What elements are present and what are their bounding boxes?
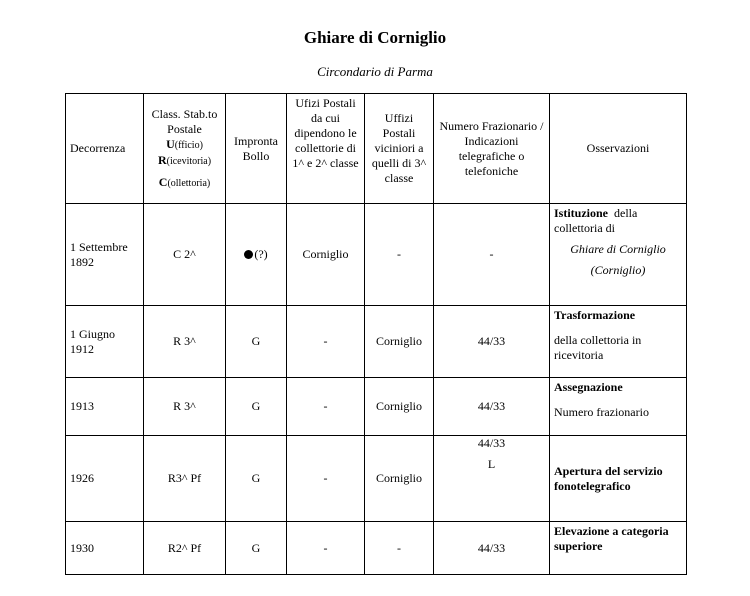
header-uffici-dipendenza: Ufizi Postali da cui dipendono le collettorie di 1^ e 2^ classe xyxy=(287,94,365,204)
header-osservazioni: Osservazioni xyxy=(550,94,687,204)
cell-uffici-dipendenza: - xyxy=(287,436,365,522)
oss-italic-place: (Corniglio) xyxy=(590,263,646,277)
cell-numero: 44/33 xyxy=(434,378,550,436)
header-class-line1: Class. Stab.to xyxy=(151,106,218,121)
cell-uffici-viciniori: - xyxy=(365,522,434,575)
header-class-line2: Postale xyxy=(167,121,202,136)
cell-uffici-viciniori: Corniglio xyxy=(365,436,434,522)
document-subtitle: Circondario di Parma xyxy=(317,64,433,79)
cell-impronta xyxy=(226,204,287,306)
table-row xyxy=(66,306,687,378)
cell-classe: R 3^ xyxy=(144,306,226,378)
table-row xyxy=(66,378,687,436)
header-class-c-cap: C xyxy=(158,174,168,189)
cell-numero xyxy=(434,436,550,522)
cell-classe: R2^ Pf xyxy=(144,522,226,575)
bullet-mark-icon xyxy=(244,250,253,259)
cell-classe: R3^ Pf xyxy=(144,436,226,522)
cell-decorrenza: 1 Settembre 1892 xyxy=(66,204,144,306)
cell-osservazioni xyxy=(550,378,687,436)
header-class-r-rest: (icevitoria) xyxy=(166,155,212,167)
cell-uffici-dipendenza: - xyxy=(287,306,365,378)
document-title: Ghiare di Corniglio xyxy=(303,28,447,47)
header-numero-frazionario: Numero Frazionario / Indicazioni telegrafiche o telefoniche xyxy=(434,94,550,204)
cell-uffici-dipendenza: Corniglio xyxy=(287,204,365,306)
table-header-row xyxy=(66,94,687,204)
header-class-r-cap: R xyxy=(157,152,167,167)
numero-line2: L xyxy=(487,457,496,471)
cell-uffici-dipendenza: - xyxy=(287,522,365,575)
numero-line1: 44/33 xyxy=(477,436,506,450)
table-row xyxy=(66,436,687,522)
cell-osservazioni: Apertura del servizio fonotelegrafico xyxy=(550,436,687,522)
cell-osservazioni xyxy=(550,204,687,306)
history-table xyxy=(65,93,687,575)
cell-decorrenza: 1 Giugno 1912 xyxy=(66,306,144,378)
header-uffici-viciniori: Uffizi Postali viciniori a quelli di 3^ classe xyxy=(365,94,434,204)
cell-impronta-text: (?) xyxy=(254,247,268,261)
cell-uffici-viciniori: - xyxy=(365,204,434,306)
oss-bold: Istituzione xyxy=(554,206,608,220)
cell-impronta: G xyxy=(226,522,287,575)
header-classificazione xyxy=(144,94,226,204)
oss-italic-name: Ghiare di Corniglio xyxy=(570,242,666,256)
oss-bold: Trasformazione xyxy=(554,308,636,322)
oss-text: della collettoria di xyxy=(554,206,638,235)
cell-numero: - xyxy=(434,204,550,306)
oss-bold: Assegnazione xyxy=(554,380,623,394)
cell-numero: 44/33 xyxy=(434,306,550,378)
cell-decorrenza: 1926 xyxy=(66,436,144,522)
cell-decorrenza: 1930 xyxy=(66,522,144,575)
cell-uffici-viciniori: Corniglio xyxy=(365,378,434,436)
cell-uffici-viciniori: Corniglio xyxy=(365,306,434,378)
cell-impronta: G xyxy=(226,436,287,522)
cell-impronta: G xyxy=(226,306,287,378)
cell-osservazioni xyxy=(550,306,687,378)
oss-text: Numero frazionario xyxy=(554,405,649,419)
header-class-u xyxy=(148,137,221,153)
cell-impronta: G xyxy=(226,378,287,436)
oss-text: della collettoria in ricevitoria xyxy=(554,333,642,362)
header-class-c-rest: (ollettoria) xyxy=(167,177,211,189)
header-class-u-cap: U xyxy=(166,136,175,151)
header-class-u-rest: (fficio) xyxy=(174,139,203,151)
header-class-c xyxy=(148,175,221,191)
header-class-r xyxy=(148,153,221,169)
cell-classe: R 3^ xyxy=(144,378,226,436)
table-row xyxy=(66,204,687,306)
cell-uffici-dipendenza: - xyxy=(287,378,365,436)
cell-classe: C 2^ xyxy=(144,204,226,306)
cell-osservazioni: Elevazione a categoria superiore xyxy=(550,522,687,575)
table-row xyxy=(66,522,687,575)
header-impronta-bollo: Impronta Bollo xyxy=(226,94,287,204)
header-decorrenza: Decorrenza xyxy=(66,94,144,204)
cell-numero: 44/33 xyxy=(434,522,550,575)
cell-decorrenza: 1913 xyxy=(66,378,144,436)
